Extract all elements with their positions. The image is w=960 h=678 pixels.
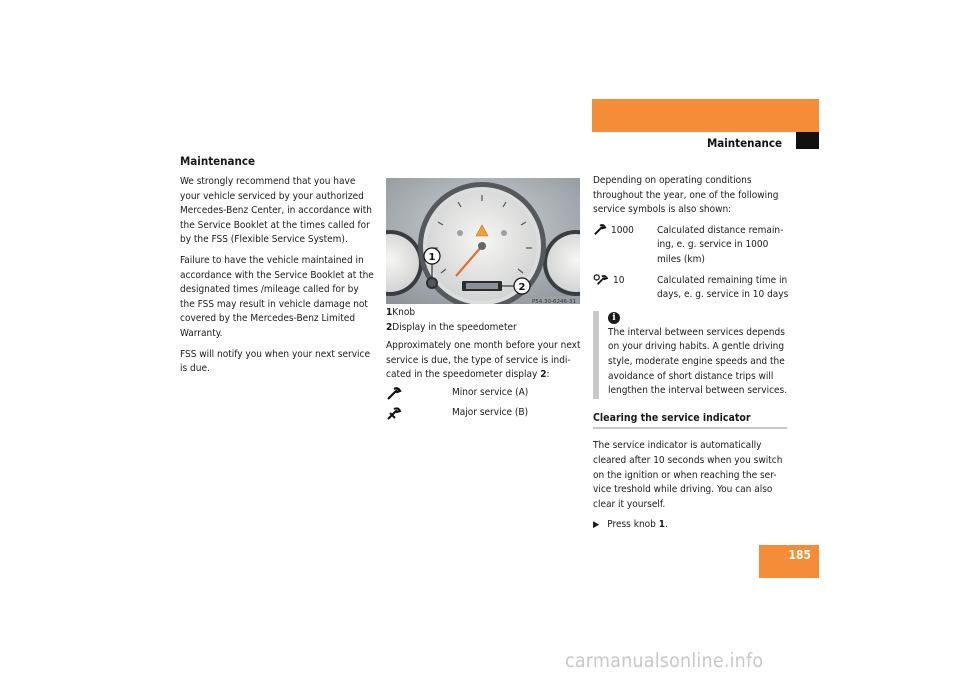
symbol-text: Calculated remaining time in days, e. g. service in 10 days	[657, 274, 789, 301]
symbol-value: 10	[613, 274, 625, 286]
page-number: 185	[788, 548, 811, 562]
photo-code: P54.30-6246-31	[531, 299, 576, 304]
section-title: Operation	[869, 115, 928, 129]
watermark: carmanualsonline.info	[565, 649, 764, 672]
right-column	[593, 174, 789, 533]
middle-column	[386, 178, 582, 423]
note-text: The interval between services depends on your driving habits. A gentle driving style, moderate engine speeds and the avoidance of short distance trips will lengthen the interval between services.	[608, 326, 788, 397]
page-number-box	[759, 545, 819, 578]
clearing-heading: Clearing the service indicator	[593, 411, 787, 430]
subsection-title: Maintenance	[706, 136, 782, 150]
service-row-minor	[386, 385, 582, 403]
instruction-step: ▶ Press knob 1.	[593, 518, 789, 533]
header-marker	[796, 132, 819, 149]
figure-legend	[386, 306, 582, 335]
arrow-right-icon: ▶	[593, 520, 600, 531]
paragraph: We strongly recommend that you have your vehicle serviced by your authorized Mercedes-Benz Center, in accordance with the Service Booklet at the times called for by the FSS (Flexible Service System).	[180, 176, 372, 246]
wrench-double-icon	[386, 407, 452, 421]
marker-1: 1	[428, 252, 436, 263]
symbol-text: Calculated distance remain-ing, e. g. service in 1000 miles (km)	[657, 224, 784, 265]
service-row-major	[386, 405, 582, 423]
legend-item: 2Display in the speedometer	[386, 321, 517, 333]
paragraph: Failure to have the vehicle maintained in accordance with the Service Booklet at the designated times /mileage called for by the FSS may result in vehicle damage not covered by the Mercedes-Benz Limited Warranty.	[180, 254, 374, 339]
maintenance-heading: Maintenance	[180, 154, 256, 168]
marker-2: 2	[518, 282, 526, 293]
service-intro: Approximately one month before your next service is due, the type of service is indi-cated in the speedometer display 2:	[386, 340, 581, 381]
wrench-icon	[593, 224, 607, 242]
clearing-text: The service indicator is automatically cleared after 10 seconds when you switch on the ignition or when reaching the ser-vice treshold while driving. You can also clear it yourself.	[593, 440, 783, 510]
legend-item: 1Knob	[386, 307, 416, 318]
info-icon: i	[608, 312, 620, 324]
clock-wrench-icon	[593, 274, 609, 292]
symbols-intro: Depending on operating conditions throughout the year, one of the following service symbols is also shown:	[593, 175, 779, 216]
header-tab	[592, 99, 819, 132]
service-label: Minor service (A)	[452, 387, 529, 399]
symbol-value: 1000	[611, 224, 634, 236]
service-label: Major service (B)	[452, 407, 529, 419]
symbol-row-distance	[593, 224, 789, 268]
instrument-cluster-photo	[386, 178, 580, 304]
wrench-icon	[386, 387, 452, 401]
paragraph: FSS will notify you when your next service is due.	[180, 348, 371, 375]
info-note	[593, 311, 789, 399]
symbol-row-time	[593, 274, 789, 303]
left-column	[180, 154, 376, 383]
